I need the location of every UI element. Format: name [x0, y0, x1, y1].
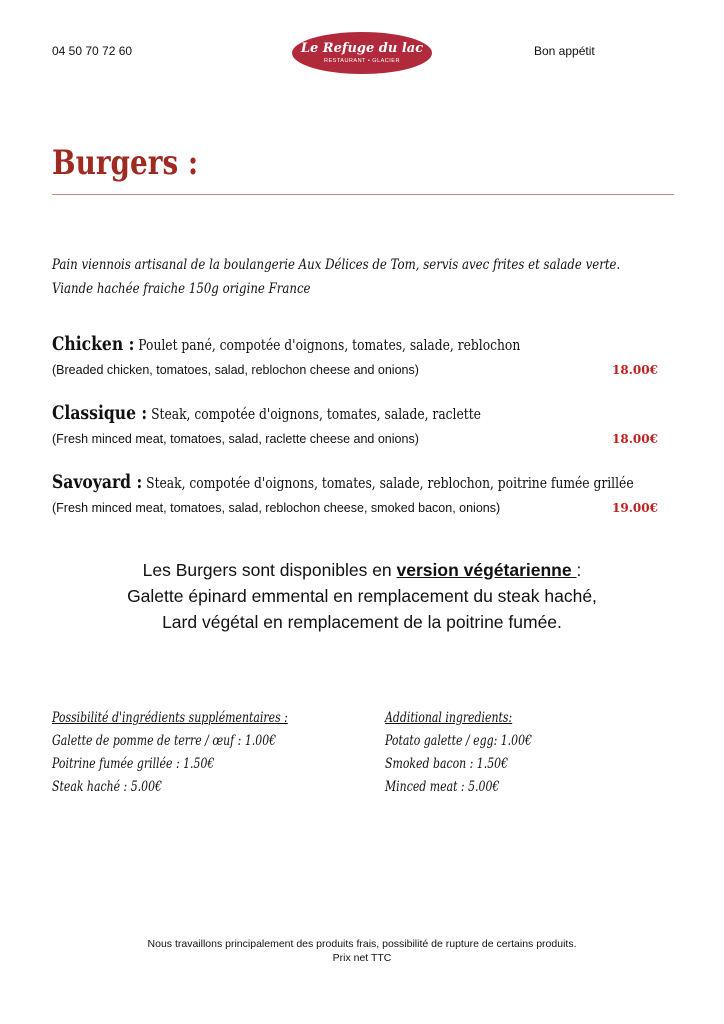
extras-english — [385, 707, 532, 799]
veg-line-1-post: : — [576, 560, 582, 580]
item-price: 19.00€ — [612, 501, 658, 515]
footer-line-1: Nous travaillons principalement des produits frais, possibilité de rupture de certains produits. — [147, 938, 577, 950]
extras-heading: Possibilité d'ingrédients supplémentaires : — [52, 710, 288, 726]
veg-line-2: Galette épinard emmental en remplacement du steak haché, — [127, 586, 597, 606]
extras-line: Potato galette / egg: 1.00€ — [385, 733, 532, 749]
section-intro — [52, 253, 620, 301]
menu-item-savoyard — [52, 471, 634, 493]
vegetarian-note — [0, 557, 724, 635]
phone-number: 04 50 70 72 60 — [52, 44, 133, 58]
logo-name: Le Refuge du lac — [300, 41, 424, 56]
item-description: Steak, compotée d'oignons, tomates, salade, reblochon, poitrine fumée grillée — [146, 474, 634, 492]
item-description: Poulet pané, compotée d'oignons, tomates, salade, reblochon — [138, 336, 521, 354]
veg-line-3: Lard végétal en remplacement de la poitrine fumée. — [162, 612, 562, 632]
veg-line-1 — [0, 557, 724, 583]
extras-line: Smoked bacon : 1.50€ — [385, 756, 509, 772]
greeting: Bon appétit — [534, 44, 595, 58]
item-price: 18.00€ — [612, 432, 658, 446]
extras-line: Minced meat : 5.00€ — [385, 779, 500, 795]
item-price: 18.00€ — [612, 363, 658, 377]
veg-emphasis: version végétarienne — [396, 560, 577, 580]
item-name: Savoyard : — [52, 471, 143, 493]
item-english: (Breaded chicken, tomatoes, salad, reblochon cheese and onions) — [52, 363, 419, 377]
item-description: Steak, compotée d'oignons, tomates, salade, raclette — [151, 405, 481, 423]
extras-heading: Additional ingredients: — [385, 710, 513, 726]
item-english: (Fresh minced meat, tomatoes, salad, raclette cheese and onions) — [52, 432, 419, 446]
footer-line-2: Prix net TTC — [332, 952, 392, 964]
menu-item-chicken — [52, 333, 520, 355]
extras-line: Galette de pomme de terre / œuf : 1.00€ — [52, 733, 277, 749]
title-divider — [52, 194, 674, 195]
item-name: Chicken : — [52, 333, 135, 355]
logo-subtitle: RESTAURANT • GLACIER — [324, 58, 400, 64]
intro-line-2: Viande hachée fraiche 150g origine France — [52, 281, 311, 297]
footer-note — [0, 937, 724, 965]
menu-item-classique — [52, 402, 481, 424]
intro-line-1: Pain viennois artisanal de la boulangerie Aux Délices de Tom, servis avec frites et salade verte. — [52, 257, 621, 273]
extras-french — [52, 707, 288, 799]
item-name: Classique : — [52, 402, 148, 424]
restaurant-logo — [292, 32, 432, 74]
extras-line: Poitrine fumée grillée : 1.50€ — [52, 756, 215, 772]
section-title: Burgers : — [52, 143, 199, 183]
item-english: (Fresh minced meat, tomatoes, salad, reblochon cheese, smoked bacon, onions) — [52, 501, 501, 515]
veg-line-1-pre: Les Burgers sont disponibles en — [142, 560, 397, 580]
extras-line: Steak haché : 5.00€ — [52, 779, 162, 795]
